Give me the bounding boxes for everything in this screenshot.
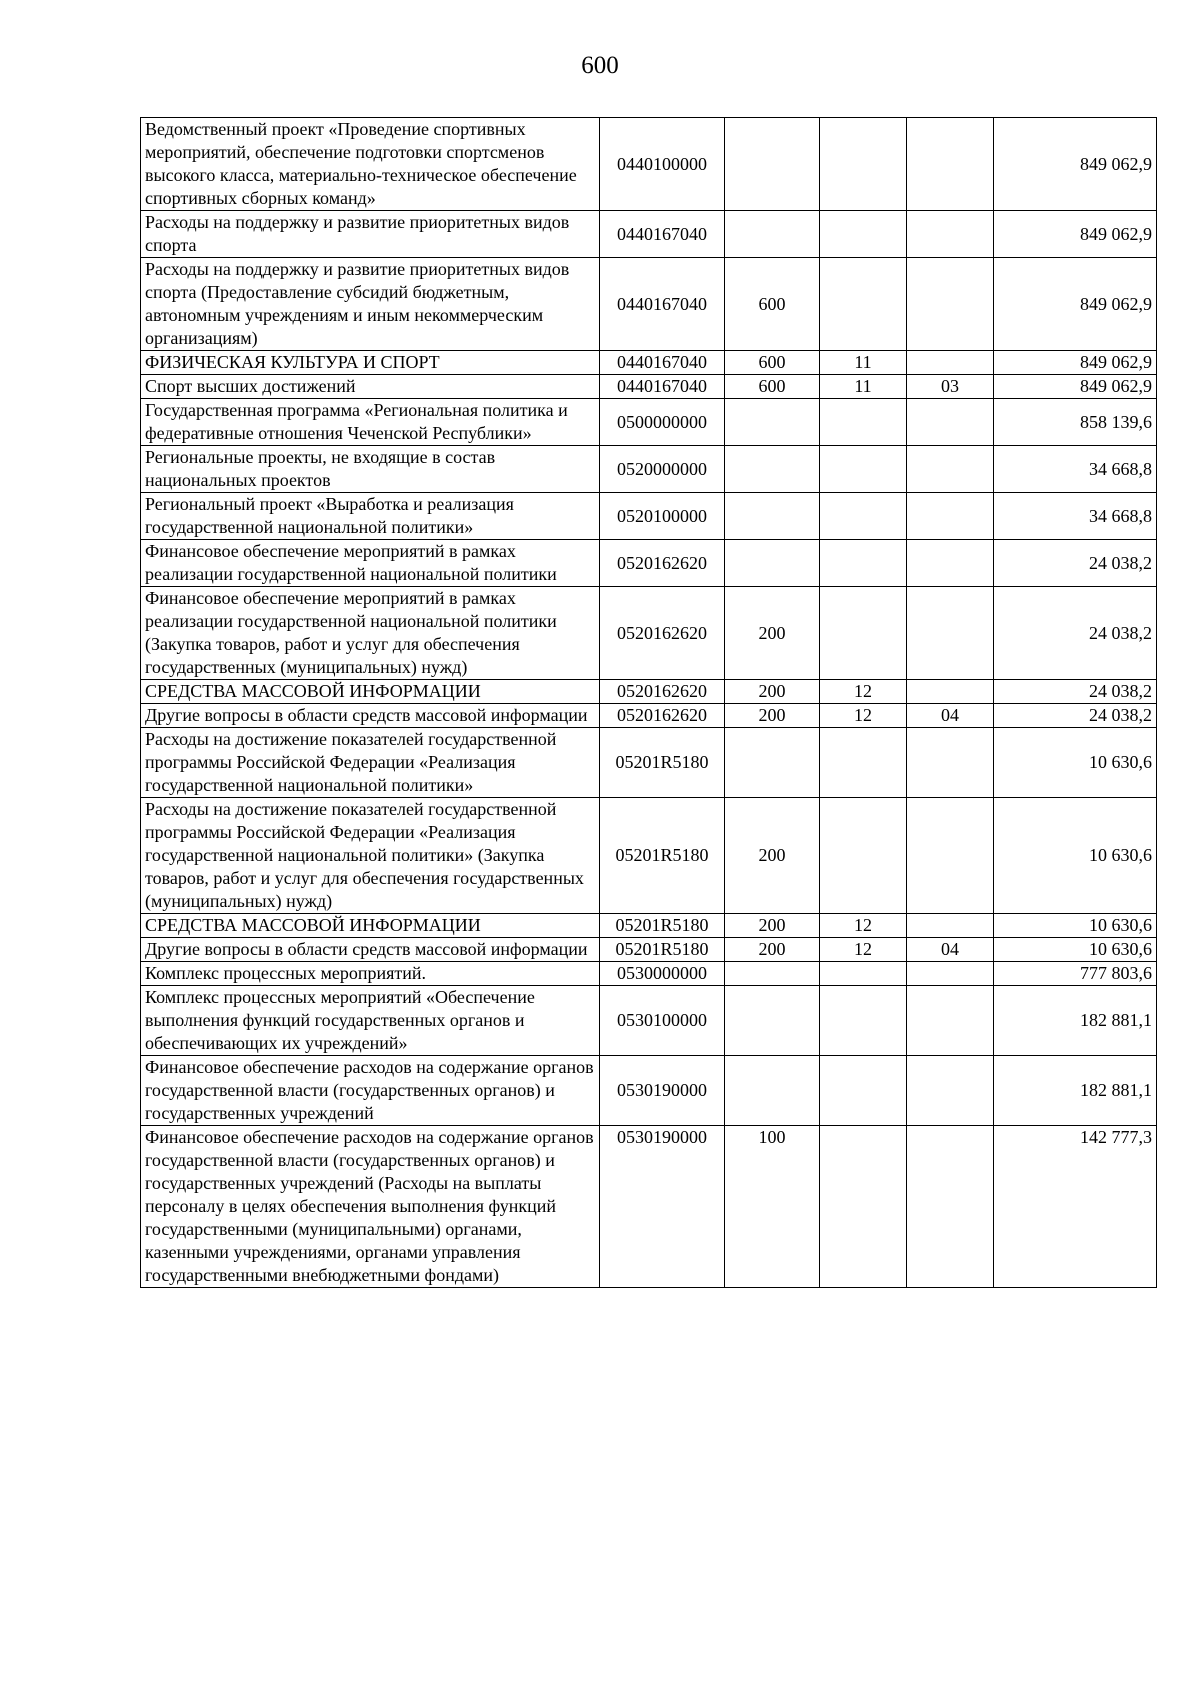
row-name-cell: СРЕДСТВА МАССОВОЙ ИНФОРМАЦИИ — [141, 680, 600, 704]
row-code-cell: 0530000000 — [600, 962, 725, 986]
row-name-cell: Расходы на поддержку и развитие приоритетных видов спорта (Предоставление субсидий бюджетным, автономным учреждениям и иным некоммерческим организациям) — [141, 258, 600, 351]
row-sum-cell: 182 881,1 — [994, 1056, 1157, 1126]
row-rz-cell: 11 — [820, 375, 907, 399]
row-name-cell: Комплекс процессных мероприятий «Обеспечение выполнения функций государственных органов и обеспечивающих их учреждений» — [141, 986, 600, 1056]
row-pr-cell — [907, 118, 994, 211]
row-vr-cell — [725, 962, 820, 986]
row-rz-cell: 12 — [820, 914, 907, 938]
row-sum-cell: 24 038,2 — [994, 540, 1157, 587]
row-code-cell: 05201R5180 — [600, 914, 725, 938]
row-rz-cell — [820, 211, 907, 258]
row-sum-cell: 34 668,8 — [994, 446, 1157, 493]
row-code-cell: 0440167040 — [600, 211, 725, 258]
table-row — [141, 1056, 1157, 1126]
row-name-cell: Комплекс процессных мероприятий. — [141, 962, 600, 986]
row-pr-cell — [907, 1126, 994, 1288]
page-number: 600 — [581, 52, 619, 79]
row-pr-cell — [907, 680, 994, 704]
table-row — [141, 493, 1157, 540]
row-rz-cell — [820, 986, 907, 1056]
table-row — [141, 1126, 1157, 1288]
row-sum-cell: 24 038,2 — [994, 704, 1157, 728]
table-row — [141, 540, 1157, 587]
table-row — [141, 798, 1157, 914]
row-code-cell: 0440167040 — [600, 258, 725, 351]
row-code-cell: 0520162620 — [600, 704, 725, 728]
row-name-cell: Расходы на поддержку и развитие приоритетных видов спорта — [141, 211, 600, 258]
row-pr-cell — [907, 1056, 994, 1126]
row-vr-cell — [725, 446, 820, 493]
row-rz-cell — [820, 258, 907, 351]
row-sum-cell: 10 630,6 — [994, 728, 1157, 798]
row-sum-cell: 182 881,1 — [994, 986, 1157, 1056]
row-vr-cell: 600 — [725, 351, 820, 375]
row-pr-cell: 04 — [907, 938, 994, 962]
row-sum-cell: 10 630,6 — [994, 914, 1157, 938]
row-code-cell: 05201R5180 — [600, 728, 725, 798]
row-sum-cell: 34 668,8 — [994, 493, 1157, 540]
table-row — [141, 704, 1157, 728]
row-sum-cell: 24 038,2 — [994, 680, 1157, 704]
row-vr-cell — [725, 118, 820, 211]
row-vr-cell: 600 — [725, 375, 820, 399]
row-code-cell: 0520162620 — [600, 587, 725, 680]
row-rz-cell — [820, 118, 907, 211]
row-code-cell: 0520162620 — [600, 680, 725, 704]
row-vr-cell — [725, 728, 820, 798]
row-rz-cell: 12 — [820, 938, 907, 962]
table-row — [141, 938, 1157, 962]
row-pr-cell — [907, 399, 994, 446]
row-name-cell: Другие вопросы в области средств массовой информации — [141, 704, 600, 728]
row-vr-cell — [725, 399, 820, 446]
row-rz-cell: 12 — [820, 704, 907, 728]
row-code-cell: 0530100000 — [600, 986, 725, 1056]
row-rz-cell — [820, 587, 907, 680]
row-sum-cell: 10 630,6 — [994, 798, 1157, 914]
row-sum-cell: 849 062,9 — [994, 351, 1157, 375]
table-row — [141, 728, 1157, 798]
row-name-cell: СРЕДСТВА МАССОВОЙ ИНФОРМАЦИИ — [141, 914, 600, 938]
row-sum-cell: 849 062,9 — [994, 258, 1157, 351]
row-rz-cell — [820, 962, 907, 986]
row-name-cell: Расходы на достижение показателей государственной программы Российской Федерации «Реализация государственной национальной политики» (Закупка товаров, работ и услуг для обеспечения государственных (муниципальных) нужд) — [141, 798, 600, 914]
table-row — [141, 680, 1157, 704]
row-name-cell: Финансовое обеспечение расходов на содержание органов государственной власти (государственных органов) и государственных учреждений (Расходы на выплаты персоналу в целях обеспечения выполнения функций государственными (муниципальными) органами, казенными учреждениями, органами управления государственными внебюджетными фондами) — [141, 1126, 600, 1288]
row-code-cell: 0520162620 — [600, 540, 725, 587]
row-code-cell: 0530190000 — [600, 1056, 725, 1126]
row-vr-cell: 200 — [725, 798, 820, 914]
row-pr-cell — [907, 493, 994, 540]
row-pr-cell — [907, 258, 994, 351]
row-rz-cell — [820, 399, 907, 446]
row-rz-cell — [820, 728, 907, 798]
row-vr-cell: 200 — [725, 587, 820, 680]
row-vr-cell: 100 — [725, 1126, 820, 1288]
row-name-cell: Другие вопросы в области средств массовой информации — [141, 938, 600, 962]
row-pr-cell — [907, 540, 994, 587]
row-vr-cell — [725, 986, 820, 1056]
row-name-cell: Финансовое обеспечение мероприятий в рамках реализации государственной национальной политики (Закупка товаров, работ и услуг для обеспечения государственных (муниципальных) нужд) — [141, 587, 600, 680]
table-row — [141, 587, 1157, 680]
row-sum-cell: 777 803,6 — [994, 962, 1157, 986]
budget-table — [140, 117, 1157, 1288]
table-row — [141, 399, 1157, 446]
row-code-cell: 0530190000 — [600, 1126, 725, 1288]
row-name-cell: Расходы на достижение показателей государственной программы Российской Федерации «Реализация государственной национальной политики» — [141, 728, 600, 798]
row-sum-cell: 10 630,6 — [994, 938, 1157, 962]
row-sum-cell: 849 062,9 — [994, 211, 1157, 258]
row-code-cell: 0520100000 — [600, 493, 725, 540]
row-code-cell: 05201R5180 — [600, 798, 725, 914]
row-code-cell: 0440167040 — [600, 375, 725, 399]
row-name-cell: Финансовое обеспечение расходов на содержание органов государственной власти (государственных органов) и государственных учреждений — [141, 1056, 600, 1126]
row-sum-cell: 858 139,6 — [994, 399, 1157, 446]
row-name-cell: Ведомственный проект «Проведение спортивных мероприятий, обеспечение подготовки спортсменов высокого класса, материально-техническое обеспечение спортивных сборных команд» — [141, 118, 600, 211]
table-row — [141, 446, 1157, 493]
row-pr-cell — [907, 587, 994, 680]
row-rz-cell — [820, 798, 907, 914]
row-rz-cell — [820, 446, 907, 493]
row-code-cell: 0500000000 — [600, 399, 725, 446]
row-sum-cell: 849 062,9 — [994, 375, 1157, 399]
row-rz-cell — [820, 1126, 907, 1288]
row-pr-cell — [907, 798, 994, 914]
row-name-cell: Финансовое обеспечение мероприятий в рамках реализации государственной национальной политики — [141, 540, 600, 587]
row-sum-cell: 24 038,2 — [994, 587, 1157, 680]
row-rz-cell: 11 — [820, 351, 907, 375]
row-name-cell: ФИЗИЧЕСКАЯ КУЛЬТУРА И СПОРТ — [141, 351, 600, 375]
row-pr-cell — [907, 728, 994, 798]
row-name-cell: Региональный проект «Выработка и реализация государственной национальной политики» — [141, 493, 600, 540]
row-code-cell: 0440167040 — [600, 351, 725, 375]
table-row — [141, 375, 1157, 399]
row-code-cell: 0440100000 — [600, 118, 725, 211]
row-vr-cell: 200 — [725, 704, 820, 728]
row-pr-cell: 03 — [907, 375, 994, 399]
row-vr-cell — [725, 493, 820, 540]
row-vr-cell: 200 — [725, 914, 820, 938]
table-row — [141, 986, 1157, 1056]
row-pr-cell — [907, 962, 994, 986]
row-sum-cell: 142 777,3 — [994, 1126, 1157, 1288]
row-vr-cell — [725, 211, 820, 258]
row-code-cell: 0520000000 — [600, 446, 725, 493]
row-vr-cell: 200 — [725, 938, 820, 962]
row-pr-cell — [907, 351, 994, 375]
table-row — [141, 258, 1157, 351]
row-name-cell: Спорт высших достижений — [141, 375, 600, 399]
row-name-cell: Государственная программа «Региональная политика и федеративные отношения Чеченской Республики» — [141, 399, 600, 446]
row-sum-cell: 849 062,9 — [994, 118, 1157, 211]
budget-table-body — [141, 118, 1157, 1288]
row-rz-cell — [820, 1056, 907, 1126]
row-vr-cell: 200 — [725, 680, 820, 704]
row-pr-cell — [907, 211, 994, 258]
row-rz-cell — [820, 540, 907, 587]
table-row — [141, 914, 1157, 938]
row-vr-cell — [725, 1056, 820, 1126]
table-row — [141, 351, 1157, 375]
row-name-cell: Региональные проекты, не входящие в состав национальных проектов — [141, 446, 600, 493]
row-rz-cell — [820, 493, 907, 540]
row-pr-cell: 04 — [907, 704, 994, 728]
table-row — [141, 962, 1157, 986]
table-row — [141, 211, 1157, 258]
row-pr-cell — [907, 446, 994, 493]
row-rz-cell: 12 — [820, 680, 907, 704]
row-vr-cell — [725, 540, 820, 587]
row-code-cell: 05201R5180 — [600, 938, 725, 962]
row-pr-cell — [907, 914, 994, 938]
row-vr-cell: 600 — [725, 258, 820, 351]
row-pr-cell — [907, 986, 994, 1056]
table-row — [141, 118, 1157, 211]
